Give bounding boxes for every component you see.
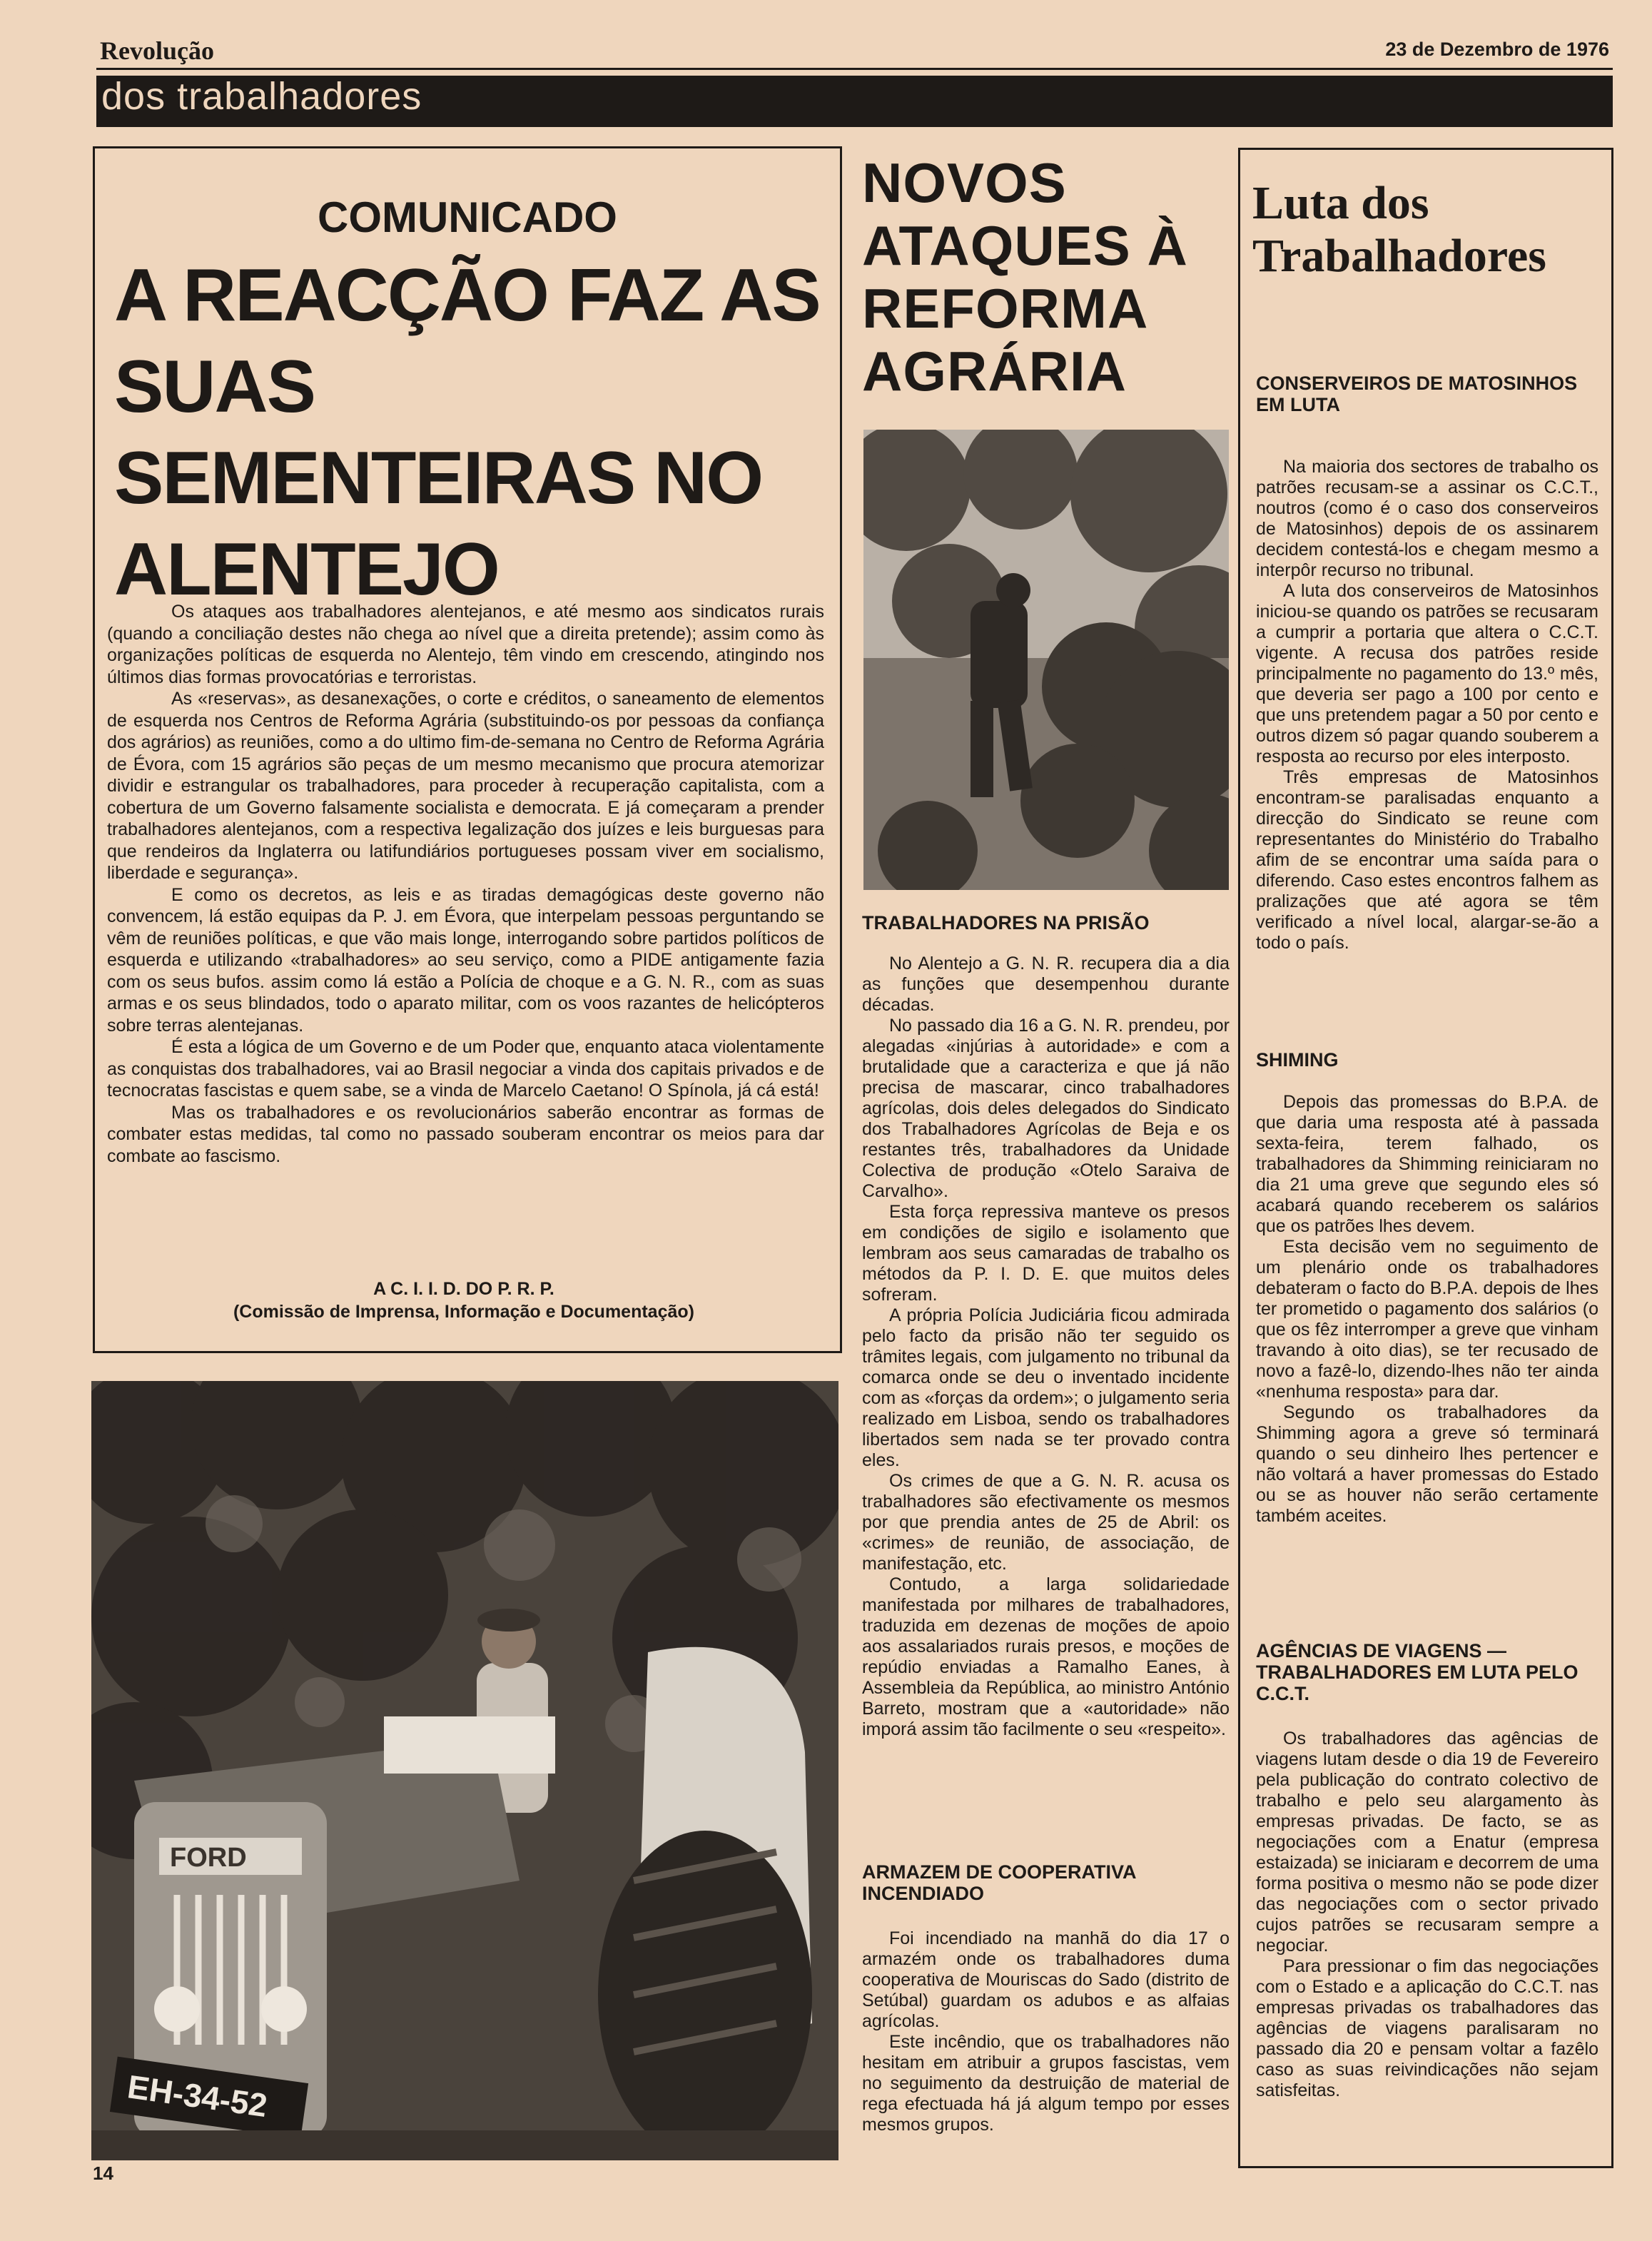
prisao-paragraph: No passado dia 16 a G. N. R. prendeu, por alegadas «injúrias à autoridade» e com a brutalidade que a caracteriza e que já não precisa de mascarar, cinco trabalhadores agrícolas, dois deles delegados do Sindicato dos Trabalhadores Agrícolas de Beja e os restantes três, trabalhadores da Unidade Colectiva de produção «Otelo Saraiva de Carvalho». (862, 1016, 1230, 1201)
agencias-paragraph: Para pressionar o fim das negociações com o Estado e a aplicação do C.C.T. nas empresas privadas os trabalhadores das agências de viagens paralisaram no passado dia 20 e pensam voltar a fazêlo caso as suas reivindicações não sejam satisfeitas. (1256, 1956, 1598, 2100)
conserveiros-paragraph: A luta dos conserveiros de Matosinhos iniciou-se quando os patrões se recusaram a cumprir a portaria que altera o C.C.T. vigente. A recusa dos patrões reside principalmente no pagamento do 13.º mês, que deveria ser pago a 100 por cento e que uns pretendem pagar a 50 por cento e outros dizem só pagar quando souberem a resposta ao recurso por eles interposto. (1256, 581, 1598, 767)
worker-field-photo (863, 430, 1229, 890)
subhead-conserveiros: CONSERVEIROS DE MATOSINHOS EM LUTA (1256, 373, 1578, 415)
agencias-article (1256, 1729, 1598, 2101)
page-number: 14 (93, 2162, 113, 2184)
armazem-article (862, 1928, 1230, 2135)
comunicado-headline: A REACÇÃO FAZ AS SUAS SEMENTEIRAS NO ALENTEJO (114, 254, 820, 611)
armazem-paragraph: Este incêndio, que os trabalhadores não hesitam em atribuir a grupos fascistas, vem no seguimento da destruição de material de rega efectuada há já algum tempo por esses mesmos grupos. (862, 2032, 1230, 2135)
comunicado-signature (107, 1278, 821, 1323)
prisao-article (862, 953, 1230, 1740)
prisao-paragraph: Os crimes de que a G. N. R. acusa os trabalhadores são efectivamente os mesmos por que prendia antes de 25 de Abril: os «crimes» de reunião, de associação, de manifestação, etc. (862, 1471, 1230, 1574)
comunicado-paragraph: As «reservas», as desanexações, o corte e créditos, o saneamento de elementos de esquerda nos Centros de Reforma Agrária (substituindo-os por pessoas da confiança dos agrários) as reuniões, como a do ultimo fim-de-semana no Centro de Reforma Agrária de Évora, com 15 agrários são peças de um mesmo mecanismo que procura atemorizar dividir e estrangular os trabalhadores, para proceder à recuperação capitalista, com a cobertura de um Governo falsamente socialista e democrata. E já começaram a prender trabalhadores alentejanos, com a respectiva legalização dos juízes e leis burguesas para que rendeiros da Inglaterra ou latifundiários portugueses possam viver em socialismo, liberdade e segurança». (107, 689, 824, 883)
comunicado-paragraph: É esta a lógica de um Governo e de um Poder que, enquanto ataca violentamente as conquistas dos trabalhadores, vai ao Brasil negociar a vinda dos capitais privados e de tecnocratas fascistas e quem sabe, se a vinda de Marcelo Caetano! O Spínola, já cá está! (107, 1037, 824, 1101)
conserveiros-paragraph: Na maioria dos sectores de trabalho os patrões recusam-se a assinar os C.C.T., noutros (como é o caso dos conserveiros de Matosinhos) depois de os assinarem decidem contestá-los e chegam mesmo a interpôr recurso no tribunal. (1256, 457, 1598, 580)
prisao-paragraph: A própria Polícia Judiciária ficou admirada pelo facto da prisão não ter seguido os trâmites legais, com julgamento no tribunal da comarca onde se deu o inventado incidente com as «forças da ordem»; o julgamento seria realizado em Lisboa, sendo os trabalhadores libertados sem nada se ter provado contra eles. (862, 1305, 1230, 1470)
prisao-paragraph: Esta força repressiva manteve os presos em condições de sigilo e isolamento que lembram aos seus camaradas de trabalho os métodos da P. I. D. E. que muitos deles sofreram. (862, 1202, 1230, 1305)
signature-subtitle: (Comissão de Imprensa, Informação e Documentação) (233, 1302, 694, 1322)
tractor-illustration (91, 1381, 838, 2160)
shiming-article (1256, 1092, 1598, 1527)
tractor-brand: FORD (170, 1843, 247, 1873)
conserveiros-paragraph: Três empresas de Matosinhos encontram-se paralisadas enquanto a direcção do Sindicato se reune com representantes do Ministério do Trabalho afim de se encontrar uma saída para o diferendo. Caso estes encontros falhem as pralizações que até agora se têm verificado a nível local, alargar-se-ão a todo o país. (1256, 767, 1598, 953)
shiming-paragraph: Depois das promessas do B.P.A. de que daria uma resposta até à passada sexta-feira, terem falhado, os trabalhadores da Shimming reiniciaram no dia 21 uma greve que segundo eles só acabará quando receberem os salários que os patrões lhes devem. (1256, 1092, 1598, 1236)
field-illustration (863, 430, 1229, 890)
armazem-paragraph: Foi incendiado na manhã do dia 17 o armazém onde os trabalhadores duma cooperativa de Mouriscas do Sado (distrito de Setúbal) guardam os adubos e as alfaias agrícolas. (862, 1928, 1230, 2031)
section-title: dos trabalhadores (101, 75, 422, 118)
comunicado-paragraph: E como os decretos, as leis e as tiradas demagógicas deste governo não convencem, lá estão equipas da P. J. em Évora, que interpelam pessoas perguntando se vêm de reuniões políticas, e que vão mais longe, interrogando sobre partidos políticos de esquerda e utilizando «trabalhadores» ao seu serviço, como a PIDE antigamente fazia com os seus bufos. assim como lá estão a Polícia de choque e a G. N. R., com as suas armas e os seus blindados, todo o aparato militar, com os voos razantes de helicópteros sobre terras alentejanas. (107, 884, 824, 1036)
prisao-paragraph: No Alentejo a G. N. R. recupera dia a dia as funções que desempenhou durante décadas. (862, 953, 1230, 1015)
masthead-rule (96, 68, 1613, 70)
subhead-armazem: ARMAZEM DE COOPERATIVA INCENDIADO (862, 1861, 1136, 1904)
tractor-photo (91, 1381, 838, 2160)
conserveiros-article (1256, 457, 1598, 953)
novos-headline: NOVOS ATAQUES À REFORMA AGRÁRIA (862, 151, 1188, 403)
subhead-trabalhadores-prisao: TRABALHADORES NA PRISÃO (862, 912, 1150, 934)
comunicado-paragraph: Mas os trabalhadores e os revolucionários saberão encontrar as formas de combater estas medidas, tal como no passado souberam encontrar os meios para dar combate ao fascismo. (107, 1102, 824, 1166)
subhead-agencias: AGÊNCIAS DE VIAGENS — TRABALHADORES EM LUTA PELO C.C.T. (1256, 1640, 1578, 1704)
comunicado-paragraph: Os ataques aos trabalhadores alentejanos, e até mesmo aos sindicatos rurais (quando a conciliação destes não chega ao nível que a direita pretende); assim como às organizações políticas de esquerda no Alentejo, têm vindo em crescendo, atingindo nos últimos dias formas provocatórias e terroristas. (107, 602, 824, 687)
subhead-shiming: SHIMING (1256, 1049, 1339, 1071)
comunicado-tag: COMUNICADO (318, 193, 617, 241)
comunicado-body (107, 601, 824, 1167)
agencias-paragraph: Os trabalhadores das agências de viagens lutam desde o dia 19 de Fevereiro pela publicação do contrato colectivo de trabalho e pelo seu alargamento às empresas privadas. De facto, se as negociações com a Enatur (empresa estaizada) se iniciaram e decorrem de uma forma positiva o mesmo não se pode dizer das negociações com o sector privado cujos patrões se recusaram sempre a negociar. (1256, 1729, 1598, 1956)
prisao-paragraph: Contudo, a larga solidariedade manifestada por milhares de trabalhadores, traduzida em dezenas de moções de apoio aos assalariados rurais presos, e moções de repúdio enviadas a Ramalho Eanes, à Assembleia da República, ao ministro António Barreto, mostram que a «autoridade» não imporá assim tão facilmente o seu «respeito». (862, 1574, 1230, 1739)
luta-headline: Luta dos Trabalhadores (1252, 177, 1546, 282)
shiming-paragraph: Segundo os trabalhadores da Shimming agora a greve só terminará quando o seu dinheiro lhes pertencer e não voltará a haver promessas do Estado ou se as houver não serão certamente também aceites. (1256, 1402, 1598, 1526)
masthead-name: Revolução (100, 36, 214, 65)
license-plate: EH-34-52 (125, 2068, 270, 2125)
signature-name: A C. I. I. D. DO P. R. P. (373, 1279, 554, 1299)
shiming-paragraph: Esta decisão vem no seguimento de um plenário onde os trabalhadores debateram o facto do B.P.A. depois de lhes ter prometido o pagamento dos salários (o que os fêz interromper a greve que vinham travando à oito dias), se ter recusado de novo a fazê-lo, dizendo-lhes não ter ainda «nenhuma resposta» para dar. (1256, 1237, 1598, 1402)
issue-date: 23 de Dezembro de 1976 (1385, 39, 1609, 60)
